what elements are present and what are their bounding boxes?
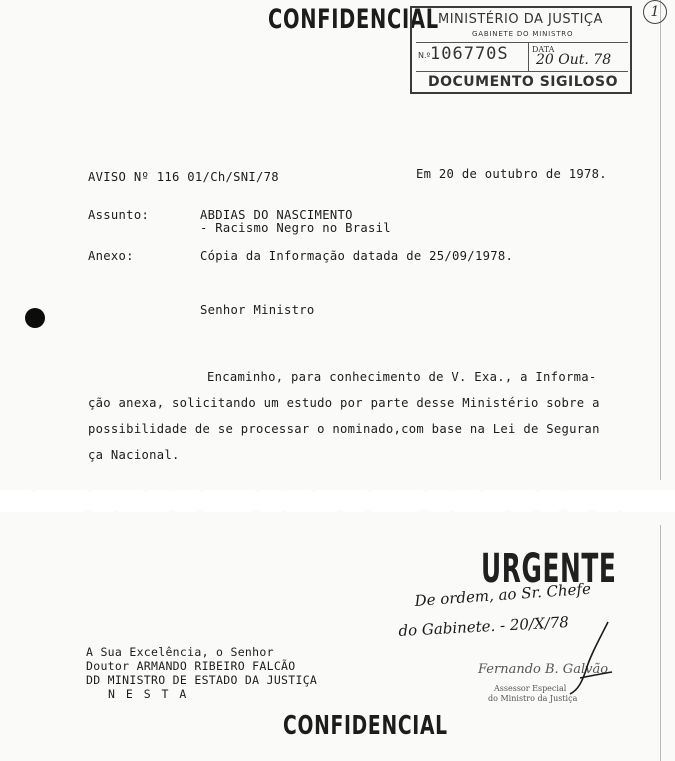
body-line: ção anexa, solicitando um estudo por parte desse Ministério sobre a xyxy=(88,396,600,410)
stamp-cabinet: GABINETE DO MINISTRO xyxy=(472,30,574,38)
handwritten-note-line-2: do Gabinete. - 20/X/78 xyxy=(398,613,570,640)
classification-stamp-bottom: CONFIDENCIAL xyxy=(283,711,448,741)
stamp-number-row xyxy=(416,42,628,72)
stamp-date-value: 20 Out. 78 xyxy=(536,52,612,68)
paper-edge xyxy=(660,525,661,761)
stamp-number-label: N.º xyxy=(418,51,431,60)
addressee-line: DD MINISTRO DE ESTADO DA JUSTIÇA xyxy=(86,673,318,687)
stamp-date-label: DATA xyxy=(532,45,555,54)
addressee-line: N E S T A xyxy=(108,687,189,701)
paper-edge xyxy=(660,0,661,480)
salutation: Senhor Ministro xyxy=(200,303,315,317)
letter-date: Em 20 de outubro de 1978. xyxy=(416,167,607,181)
stamp-ministry: MINISTÉRIO DA JUSTIÇA xyxy=(438,12,603,27)
urgent-stamp: URGENTE xyxy=(481,546,617,592)
annex-label: Anexo: xyxy=(88,249,134,263)
subject-line-1: ABDIAS DO NASCIMENTO xyxy=(200,208,353,222)
aviso-number: AVISO Nº 116 01/Ch/SNI/78 xyxy=(88,170,279,184)
stamp-classification: DOCUMENTO SIGILOSO xyxy=(428,74,619,90)
page-number: 1 xyxy=(643,0,667,24)
annex-value: Cópia da Informação datada de 25/09/1978. xyxy=(200,249,514,263)
hole-punch xyxy=(25,308,45,328)
body-line: ça Nacional. xyxy=(88,448,180,462)
stamp-number-value: 106770S xyxy=(430,44,509,64)
body-line: Encaminho, para conhecimento de V. Exa., a Informa- xyxy=(207,370,597,384)
stamp-divider xyxy=(528,43,529,71)
signature-name: Fernando B. Galvão xyxy=(478,662,609,677)
torn-edge-bottom xyxy=(0,500,675,540)
handwritten-note-line-1: De ordem, ao Sr. Chefe xyxy=(414,579,592,610)
body-line: possibilidade de se processar o nominado,com base na Lei de Seguran xyxy=(88,422,600,436)
signature-title: Assessor Especial xyxy=(494,684,567,693)
classification-stamp-top: CONFIDENCIAL xyxy=(268,4,439,35)
signature-scribble xyxy=(560,618,620,698)
subject-label: Assunto: xyxy=(88,208,150,222)
ministry-stamp xyxy=(410,6,632,94)
addressee-line: Doutor ARMANDO RIBEIRO FALCÃO xyxy=(86,659,296,673)
signature-unit: do Ministro da Justiça xyxy=(488,694,578,703)
subject-line-2: - Racismo Negro no Brasil xyxy=(200,221,391,235)
addressee-line: A Sua Excelência, o Senhor xyxy=(86,645,274,659)
